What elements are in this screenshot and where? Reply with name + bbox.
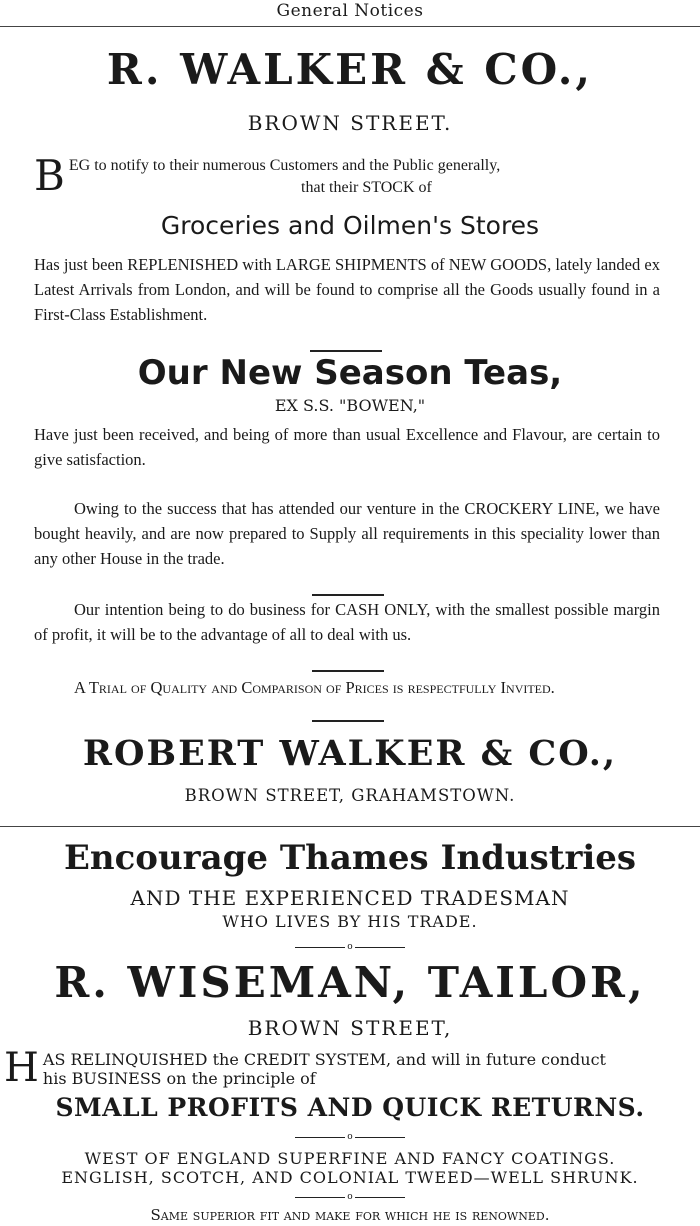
wiseman-headline: Encourage Thames Industries bbox=[63, 838, 637, 878]
wiseman-closing bbox=[0, 1206, 700, 1224]
rule-o-1: o bbox=[0, 943, 700, 952]
ad-separator-rule bbox=[0, 826, 700, 827]
wiseman-sub2: WHO LIVES BY HIS TRADE. bbox=[222, 912, 478, 931]
walker-intro-line1: EG to notify to their numerous Customers and the Public generally, bbox=[68, 157, 501, 174]
walker-para-crockery: Owing to the success that has attended our venture in the CROCKERY LINE, we have bought heavily, and are now prepared to Supply all requirements in this speciality lower than any other House in the trade. bbox=[34, 499, 660, 568]
walker-intro-line2: that their STOCK of bbox=[301, 179, 432, 196]
walker-firm-title: R. WALKER & CO., bbox=[106, 45, 594, 94]
walker-drop-cap: B bbox=[34, 151, 65, 200]
wiseman-firm-title: R. WISEMAN, TAILOR, bbox=[54, 958, 646, 1007]
walker-ex-ss: EX S.S. "BOWEN," bbox=[274, 396, 426, 415]
walker-signature: ROBERT WALKER & CO., bbox=[82, 733, 618, 774]
walker-heading-groceries: Groceries and Oilmen's Stores bbox=[160, 211, 540, 240]
top-rule bbox=[0, 26, 700, 27]
walker-para-teas: Have just been received, and being of more than usual Excellence and Flavour, are certain to give satisfaction. bbox=[34, 425, 660, 469]
wiseman-intro bbox=[4, 1045, 698, 1091]
wiseman-closing-text: Same superior fit and make for which he is renowned. bbox=[150, 1206, 550, 1224]
wiseman-line-tweed: ENGLISH, SCOTCH, AND COLONIAL TWEED—WELL SHRUNK. bbox=[61, 1168, 639, 1187]
wiseman-slogan: SMALL PROFITS AND QUICK RETURNS. bbox=[55, 1093, 645, 1122]
wiseman-intro-line1: AS RELINQUISHED the CREDIT SYSTEM, and will in future conduct bbox=[42, 1050, 606, 1069]
wiseman-line-coatings: WEST OF ENGLAND SUPERFINE AND FANCY COATINGS. bbox=[84, 1149, 616, 1168]
rule-o-3: o bbox=[0, 1193, 700, 1202]
wiseman-sub1: AND THE EXPERIENCED TRADESMAN bbox=[130, 886, 570, 910]
walker-address: BROWN STREET, GRAHAMSTOWN. bbox=[184, 786, 516, 805]
walker-street: BROWN STREET. bbox=[247, 111, 453, 135]
running-head: General Notices bbox=[276, 1, 424, 21]
walker-para-replenished: Has just been REPLENISHED with LARGE SHIPMENTS of NEW GOODS, lately landed ex Latest Arrivals from London, and will be found to comprise all the Goods usually found in a First-Class Establishment. bbox=[34, 255, 660, 324]
wiseman-drop-cap: H bbox=[4, 1045, 39, 1091]
wiseman-street: BROWN STREET, bbox=[247, 1016, 453, 1040]
walker-intro bbox=[34, 151, 664, 200]
walker-heading-teas: Our New Season Teas, bbox=[137, 353, 563, 393]
walker-para-trial bbox=[34, 675, 660, 700]
walker-trial-text: A Trial of Quality and Comparison of Prices is respectfully Invited. bbox=[74, 678, 555, 697]
rule-o-2: o bbox=[0, 1133, 700, 1142]
walker-para-cash: Our intention being to do business for CASH ONLY, with the smallest possible margin of profit, it will be to the advantage of all to deal with us. bbox=[34, 600, 660, 644]
divider-4 bbox=[312, 710, 384, 729]
wiseman-intro-line2: his BUSINESS on the principle of bbox=[42, 1069, 316, 1088]
